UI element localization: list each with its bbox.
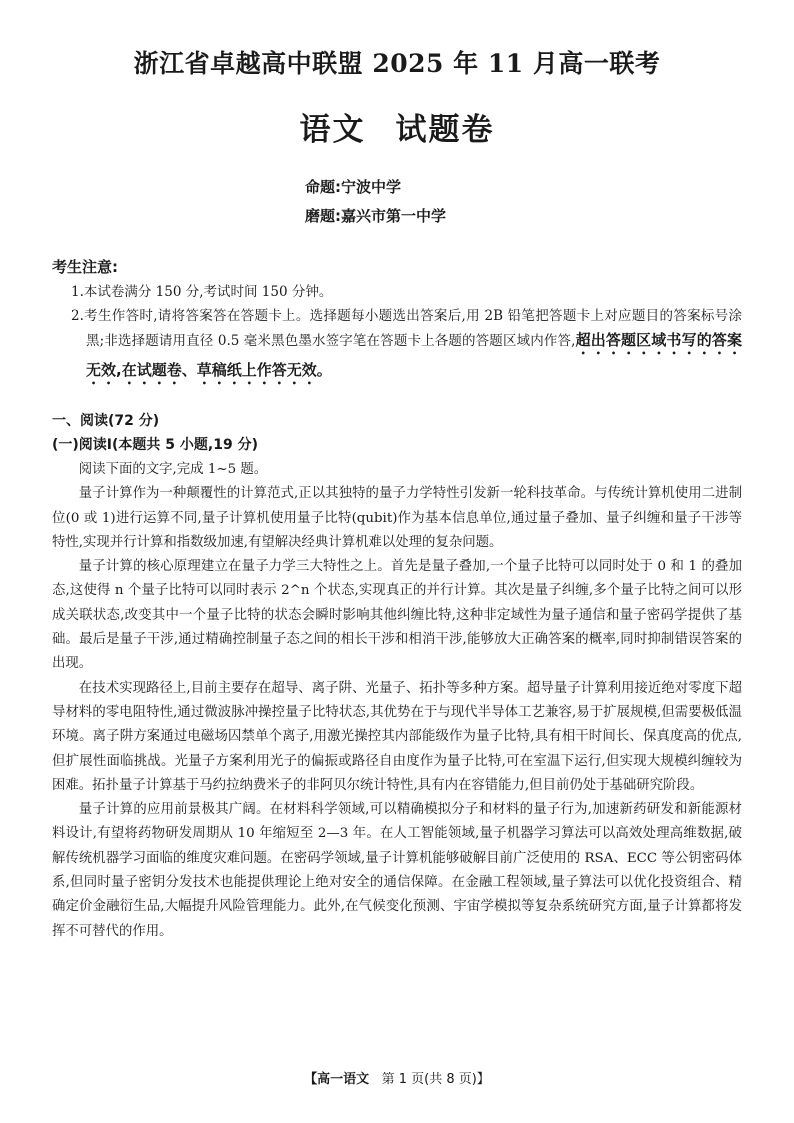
passage-paragraph-2: 量子计算的核心原理建立在量子力学三大特性之上。首先是量子叠加,一个量子比特可以同时处于 0 和 1 的叠加态,这使得 n 个量子比特可以同时表示 2^n 个状态,实现真正的并行计算。其次是量子纠缠,多个量子比特之间可以形成关联状态,改变其中一个量子比特的状态会瞬时影响其他纠缠比特,这种非定域性为量子通信和量子密码学提供了基础。最后是量子干涉,通过精确控制量子态之间的相长干涉和相消干涉,能够放大正确答案的概率,同时抑制错误答案的出现。 xyxy=(52,559,742,672)
paper-subtitle xyxy=(0,104,794,149)
exam-title: 浙江省卓越高中联盟 2025 年 11 月高一联考 xyxy=(133,49,661,78)
notice-item-2-emphasis: 超出答题区域书写的答案无效,在试题卷、草稿纸上作答无效。 xyxy=(86,331,742,379)
paper-label: 试题卷 xyxy=(395,112,495,148)
passage-paragraph-4: 量子计算的应用前景极其广阔。在材料科学领域,可以精确模拟分子和材料的量子行为,加速新药研发和新能源材料设计,有望将药物研发周期从 10 年缩短至 2—3 年。在人工智能领域,量子机器学习算法可以高效处理高维数据,破解传统机器学习面临的维度灾难问题。在密码学领域,量子计算机能够破解目前广泛使用的 RSA、ECC 等公钥密码体系,但同时量子密钥分发技术也能提供理论上绝对安全的通信保障。在金融工程领域,量子算法可以优化投资组合、精确定价金融衍生品,大幅提升风险管理能力。此外,在气候变化预测、宇宙学模拟等复杂系统研究方面,量子计算都将发挥不可替代的作用。 xyxy=(52,802,742,939)
section-heading: 一、阅读(72 分) xyxy=(52,413,160,429)
notice-item-1: 1.本试卷满分 150 分,考试时间 150 分钟。 xyxy=(71,284,333,300)
passage-paragraph-3: 在技术实现路径上,目前主要存在超导、离子阱、光量子、拓扑等多种方案。超导量子计算利用接近绝对零度下超导材料的零电阻特性,通过微波脉冲操控量子比特状态,其优势在于与现代半导体工艺兼容,易于扩展规模,但需要极低温环境。离子阱方案通过电磁场囚禁单个离子,用激光操控其内部能级作为量子比特,具有相干时间长、保真度高的优点,但扩展性面临挑战。光量子方案利用光子的偏振或路径自由度作为量子比特,可在室温下运行,但实现大规模纠缠较为困难。拓扑量子计算基于马约拉纳费米子的非阿贝尔统计特性,具有内在容错能力,但目前仍处于基础研究阶段。 xyxy=(52,680,742,793)
notice-block xyxy=(52,280,742,388)
setter-credit: 命题:宁波中学 xyxy=(305,178,401,196)
sub-section-heading: (一)阅读Ⅰ(本题共 5 小题,19 分) xyxy=(52,437,258,453)
notice-item-2 xyxy=(52,304,742,388)
passage-paragraph-1: 量子计算作为一种颠覆性的计算范式,正以其独特的量子力学特性引发新一轮科技革命。与传统计算机使用二进制位(0 或 1)进行运算不同,量子计算机使用量子比特(qubit)作为基本信息单位,通过量子叠加、量子纠缠和量子干涉等特性,实现并行计算和指数级加速,有望解决经典计算机难以处理的复杂问题。 xyxy=(52,486,742,550)
reviewer-credit: 磨题:嘉兴市第一中学 xyxy=(305,207,446,225)
footer-label: 【高一语文 xyxy=(304,1072,370,1087)
instruction: 阅读下面的文字,完成 1~5 题。 xyxy=(78,462,268,477)
subject-label: 语文 xyxy=(299,112,366,148)
reading-passage xyxy=(52,458,742,944)
notice-item-2-text: 2.考生作答时,请将答案答在答题卡上。选择题每小题选出答案后,用 2B 铅笔把答题卡上对应题目的答案标号涂黑;非选择题请用直径 0.5 毫米黑色墨水签字笔在答题卡上各题的答题区域内作答, xyxy=(71,308,742,349)
notice-title: 考生注意: xyxy=(52,258,118,276)
footer-page-number: 第 1 页(共 8 页)】 xyxy=(381,1072,490,1087)
page-footer xyxy=(0,1068,794,1087)
